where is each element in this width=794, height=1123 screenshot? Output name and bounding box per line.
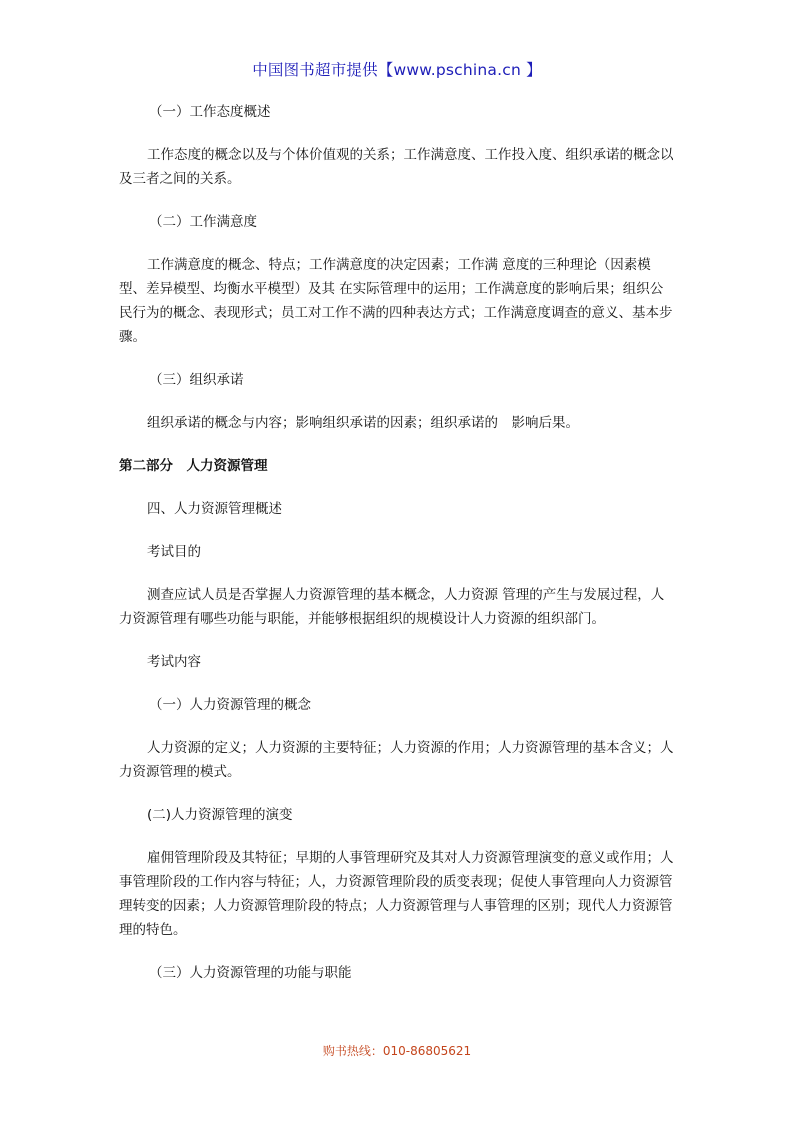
section-heading-hr-concept: （一）人力资源管理的概念 bbox=[149, 697, 311, 713]
paragraph: 工作满意度的概念、特点；工作满意度的决定因素；工作满 意度的三种理论（因素模型、差异模型、均衡水平模型）及其 在实际管理中的运用；工作满意度的影响后果；组织公民行为的概念、表现形式；员工对工作不满的四种表达方式；工作满意度调查的意义、基本步骤。 bbox=[119, 257, 673, 345]
section-heading-hr-evolution: (二)人力资源管理的演变 bbox=[147, 807, 293, 823]
paragraph: 雇佣管理阶段及其特征；早期的人事管理研究及其对人力资源管理演变的意义或作用；人事管理阶段的工作内容与特征；人，力资源管理阶段的质变表现；促使人事管理向人力资源管理转变的因素；人力资源管理阶段的特点；人力资源管理与人事管理的区别；现代人力资源管理的特色。 bbox=[119, 850, 674, 938]
page-footer: 购书热线：010-86805621 bbox=[322, 1044, 472, 1058]
exam-purpose-label: 考试目的 bbox=[147, 544, 201, 560]
paragraph: 工作态度的概念以及与个体价值观的关系；工作满意度、工作投入度、组织承诺的概念以及三者之间的关系。 bbox=[119, 147, 674, 187]
exam-content-label: 考试内容 bbox=[147, 654, 201, 670]
chapter-title: 四、人力资源管理概述 bbox=[147, 501, 282, 517]
section-heading-hr-functions: （三）人力资源管理的功能与职能 bbox=[149, 965, 352, 981]
paragraph: 人力资源的定义；人力资源的主要特征；人力资源的作用；人力资源管理的基本含义；人力资源管理的模式。 bbox=[119, 740, 674, 780]
paragraph: 组织承诺的概念与内容；影响组织承诺的因素；组织承诺的 影响后果。 bbox=[147, 415, 579, 431]
paragraph: 测查应试人员是否掌握人力资源管理的基本概念，人力资源 管理的产生与发展过程，人力资源管理有哪些功能与职能，并能够根据组织的规模设计人力资源的组织部门。 bbox=[119, 587, 665, 627]
section-heading-org-commitment: （三）组织承诺 bbox=[149, 372, 244, 388]
section-heading-work-attitude: （一）工作态度概述 bbox=[149, 104, 271, 120]
document-body bbox=[119, 100, 675, 985]
part-title: 第二部分 人力资源管理 bbox=[119, 458, 268, 474]
section-heading-job-satisfaction: （二）工作满意度 bbox=[149, 214, 257, 230]
page-header: 中国图书超市提供【www.pschina.cn 】 bbox=[252, 61, 542, 79]
